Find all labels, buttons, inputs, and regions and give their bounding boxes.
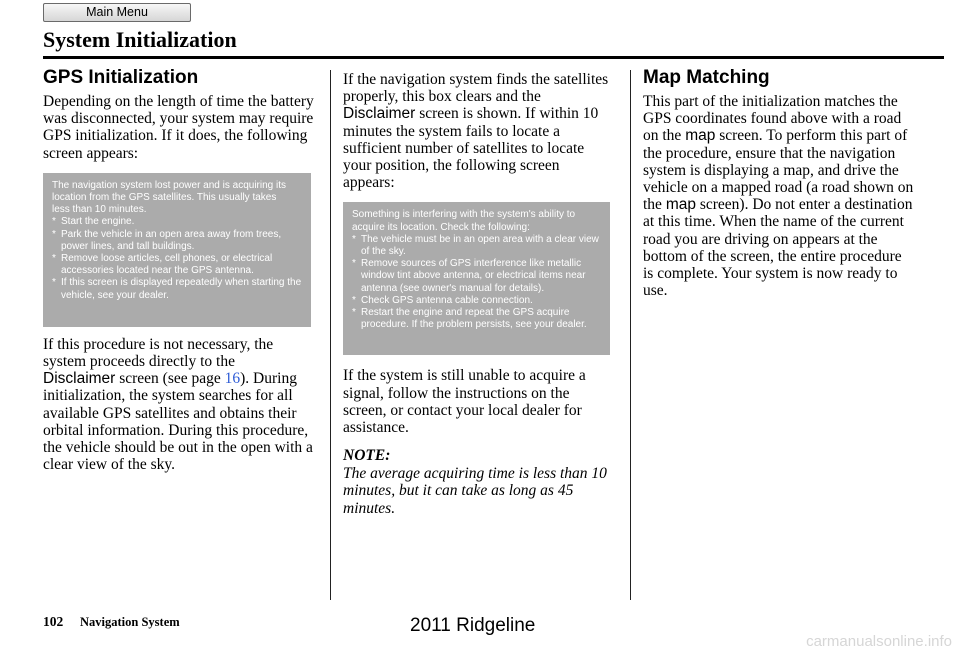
disclaimer-screen-name: Disclaimer xyxy=(43,370,116,388)
screen-bullet: * Park the vehicle in an open area away from trees, power lines, and tall buildings. xyxy=(52,229,303,253)
page-link[interactable]: 16 xyxy=(224,370,241,388)
disclaimer-screen-name: Disclaimer xyxy=(343,105,416,123)
column-satellite-search xyxy=(343,71,615,517)
paragraph-text: screen is shown. If within 10 minutes the system fails to locate a sufficient number of satellites to locate your position, the following screen appears: xyxy=(343,105,599,192)
main-menu-button[interactable]: Main Menu xyxy=(43,3,191,22)
screen-bullet: * Start the engine. xyxy=(52,216,303,228)
gps-lost-power-screen xyxy=(43,173,311,327)
note-text: The average acquiring time is less than 10 minutes, but it can take as long as 45 minutes. xyxy=(343,465,607,517)
gps-intro-paragraph: Depending on the length of time the battery was disconnected, your system may require GPS initialization. If it does, the following screen appears: xyxy=(43,93,314,162)
page-number: 102 xyxy=(43,614,64,629)
section-heading-map-matching: Map Matching xyxy=(643,67,770,88)
column-map-matching xyxy=(643,66,915,299)
footer-section-label: Navigation System xyxy=(80,615,180,629)
screen-bullet: * Remove sources of GPS interference like metallic window tint above antenna, or electrical items near antenna (see owner's manual for details). xyxy=(352,258,602,295)
site-watermark: carmanualsonline.info xyxy=(806,633,952,650)
map-matching-paragraph xyxy=(643,93,915,299)
note-label: NOTE: xyxy=(343,447,391,465)
column-divider xyxy=(630,70,631,600)
screen-bullet: * Restart the engine and repeat the GPS acquire procedure. If the problem persists, see your dealer. xyxy=(352,307,602,331)
paragraph-text: ). During initialization, the system searches for all available GPS satellites and obtains their orbital information. During this procedure, the vehicle should be out in the open with a clear view of the sky. xyxy=(43,370,313,474)
satellites-found-paragraph xyxy=(343,71,615,191)
screen-message-line: location from the GPS satellites. This usually takes xyxy=(52,192,277,204)
paragraph-text: If this procedure is not necessary, the system proceeds directly to the xyxy=(43,335,274,371)
screen-message-line: less than 10 minutes. xyxy=(52,204,147,216)
page-title: System Initialization xyxy=(43,27,237,52)
section-heading-gps-initialization: GPS Initialization xyxy=(43,67,199,88)
still-unable-paragraph: If the system is still unable to acquire a signal, follow the instructions on the screen, or contact your local dealer for assistance. xyxy=(343,367,586,437)
paragraph-text: If the navigation system finds the satellites properly, this box clears and the xyxy=(343,71,609,106)
gps-procedure-paragraph xyxy=(43,336,315,474)
map-screen-name: map xyxy=(665,196,696,214)
vehicle-watermark: 2011 Ridgeline xyxy=(410,615,536,636)
screen-message-line: acquire its location. Check the following: xyxy=(352,221,530,233)
screen-bullet: * Remove loose articles, cell phones, or electrical accessories located near the GPS antenna. xyxy=(52,253,303,277)
column-gps-initialization xyxy=(43,66,315,473)
map-screen-name: map xyxy=(685,127,716,145)
screen-bullet: * If this screen is displayed repeatedly when starting the vehicle, see your dealer. xyxy=(52,277,303,301)
screen-bullet: * The vehicle must be in an open area with a clear view of the sky. xyxy=(352,234,602,258)
screen-bullet: * Check GPS antenna cable connection. xyxy=(352,295,602,307)
title-divider xyxy=(43,56,944,59)
paragraph-text: screen. To perform this part of the procedure, ensure that the navigation system is displaying a map, and drive the vehicle on a mapped road (a road shown on the xyxy=(643,127,914,214)
paragraph-text: This part of the initialization matches the GPS coordinates found above with a road on the xyxy=(643,93,902,145)
screen-message-line: The navigation system lost power and is acquiring its xyxy=(52,179,287,191)
gps-interference-screen xyxy=(343,202,610,355)
column-divider xyxy=(330,70,331,600)
paragraph-text: screen (see page xyxy=(115,370,225,388)
paragraph-text: screen). Do not enter a destination at this time. When the name of the current road you are driving on appears at the bottom of the screen, the entire procedure is complete. Your system is now ready to use. xyxy=(643,196,913,300)
screen-message-line: Something is interfering with the system's ability to xyxy=(352,209,576,221)
